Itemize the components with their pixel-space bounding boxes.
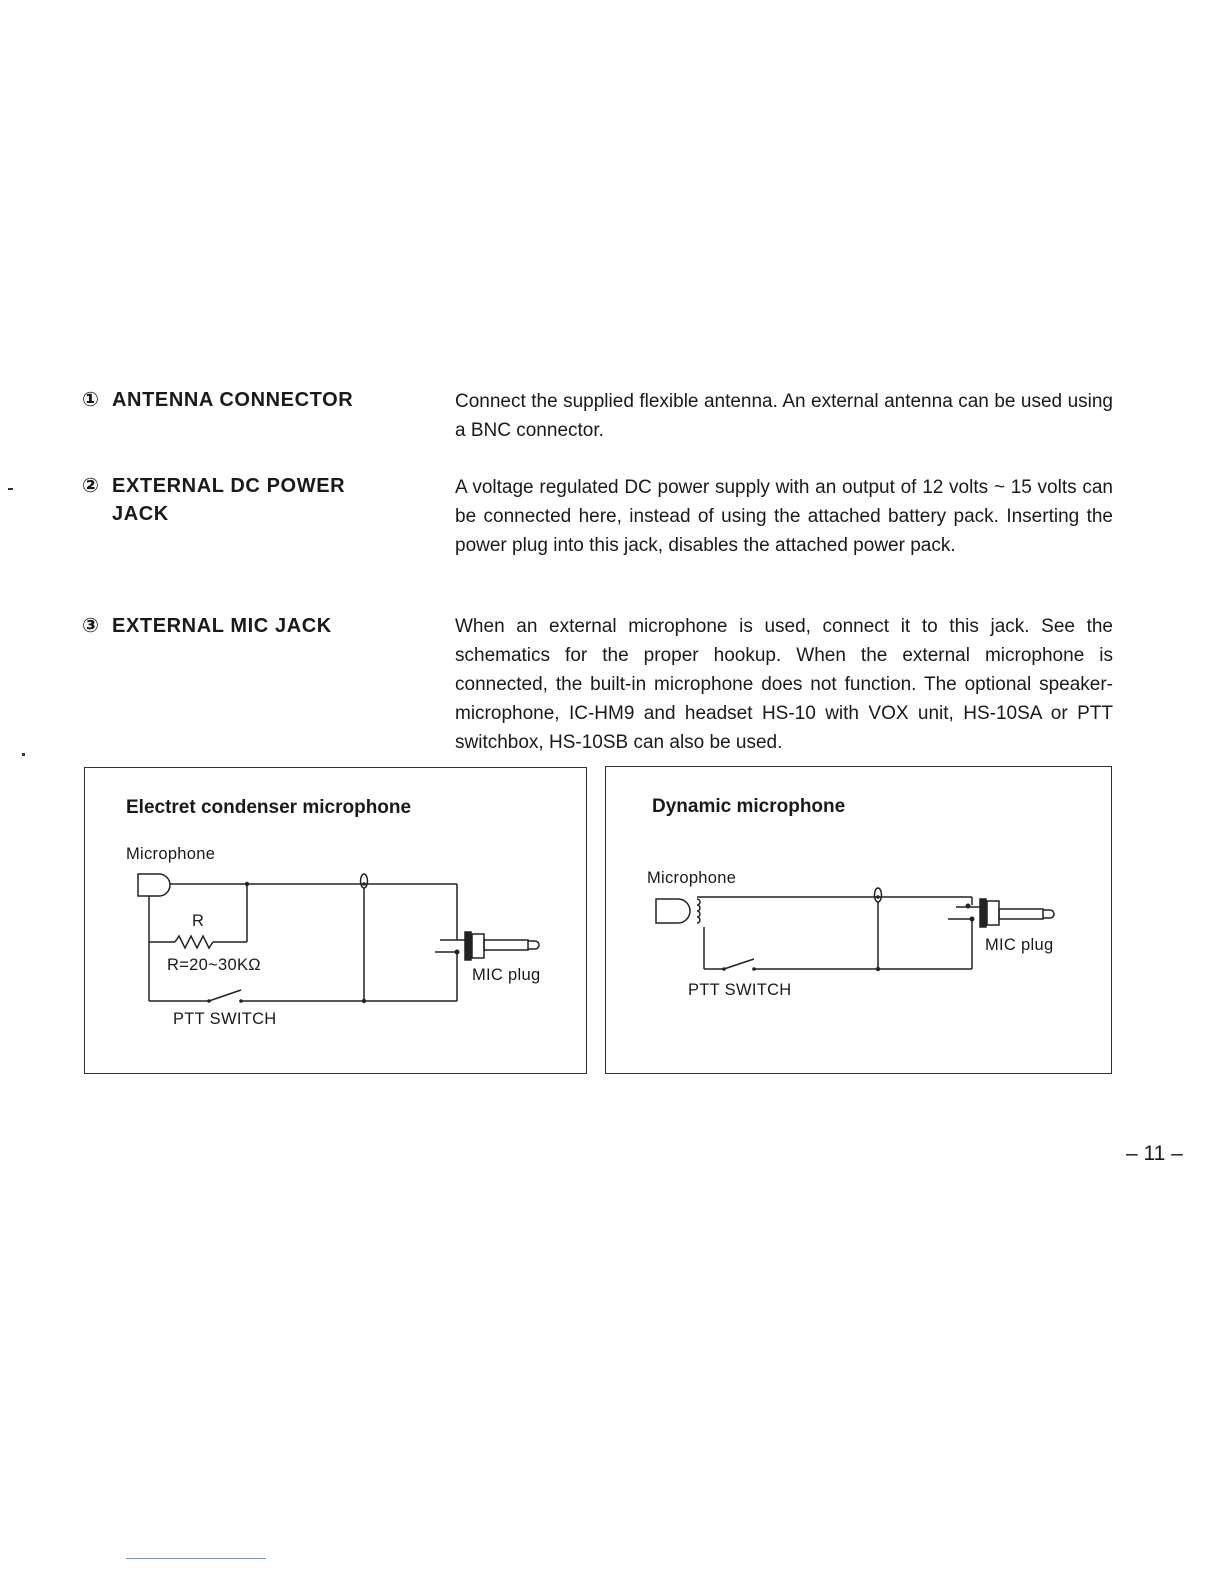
resistor-value: R=20~30KΩ (167, 956, 261, 974)
dynamic-diagram-title: Dynamic microphone (652, 796, 846, 817)
electret-mic-plug-label: MIC plug (472, 966, 541, 984)
antenna-connector-text: Connect the supplied flexible antenna. An external antenna can be used using a BNC connector. (455, 391, 1113, 441)
dynamic-microphone-label: Microphone (647, 869, 737, 887)
dynamic-ptt-switch-label: PTT SWITCH (688, 981, 792, 999)
heading-external-dc-power-jack (82, 472, 422, 528)
electret-microphone-label: Microphone (126, 845, 216, 863)
mic-plug-symbol (435, 932, 539, 960)
section-title: EXTERNAL MIC JACK (112, 615, 332, 637)
section-title: ANTENNA CONNECTOR (112, 389, 354, 411)
dynamic-diagram-box (605, 766, 1112, 1074)
section-number: ② (82, 475, 100, 497)
mic-plug-symbol (948, 899, 1054, 927)
microphone-symbol (138, 874, 170, 896)
page-number: – 11 – (1126, 1142, 1183, 1165)
electret-ptt-switch-label: PTT SWITCH (173, 1010, 277, 1028)
coil-symbol (697, 899, 700, 923)
resistor-label: R (192, 912, 205, 930)
microphone-symbol (656, 899, 690, 923)
scan-mark (8, 488, 13, 490)
electret-schematic (85, 768, 588, 1075)
electret-diagram-title: Electret condenser microphone (126, 797, 412, 818)
shield-symbol (361, 874, 368, 888)
scan-mark (22, 753, 25, 756)
dynamic-mic-plug-label: MIC plug (985, 936, 1054, 954)
shield-symbol (875, 888, 882, 902)
ptt-switch-symbol (724, 959, 754, 969)
section-title-line2: JACK (112, 503, 169, 525)
bottom-rule (126, 1558, 266, 1559)
electret-diagram-box (84, 767, 587, 1074)
ptt-switch-symbol (209, 990, 241, 1001)
section-number: ③ (82, 615, 100, 637)
section-number: ① (82, 389, 100, 411)
section-title: EXTERNAL DC POWER (112, 475, 346, 497)
heading-external-mic-jack (82, 612, 422, 640)
resistor-symbol (175, 936, 213, 948)
heading-antenna-connector (82, 386, 422, 414)
dynamic-schematic (606, 767, 1113, 1075)
mic-jack-text: When an external microphone is used, connect it to this jack. See the schematics for the proper hookup. When the external microphone is connected, the built-in microphone does not function. The optional speaker-microphone, IC-HM9 and headset HS-10 with VOX unit, HS-10SA or PTT switchbox, HS-10SB can also be used. (455, 616, 1113, 753)
dc-power-jack-text: A voltage regulated DC power supply with an output of 12 volts ~ 15 volts can be connected here, instead of using the attached battery pack. Inserting the power plug into this jack, disables the attached power pack. (455, 477, 1113, 556)
